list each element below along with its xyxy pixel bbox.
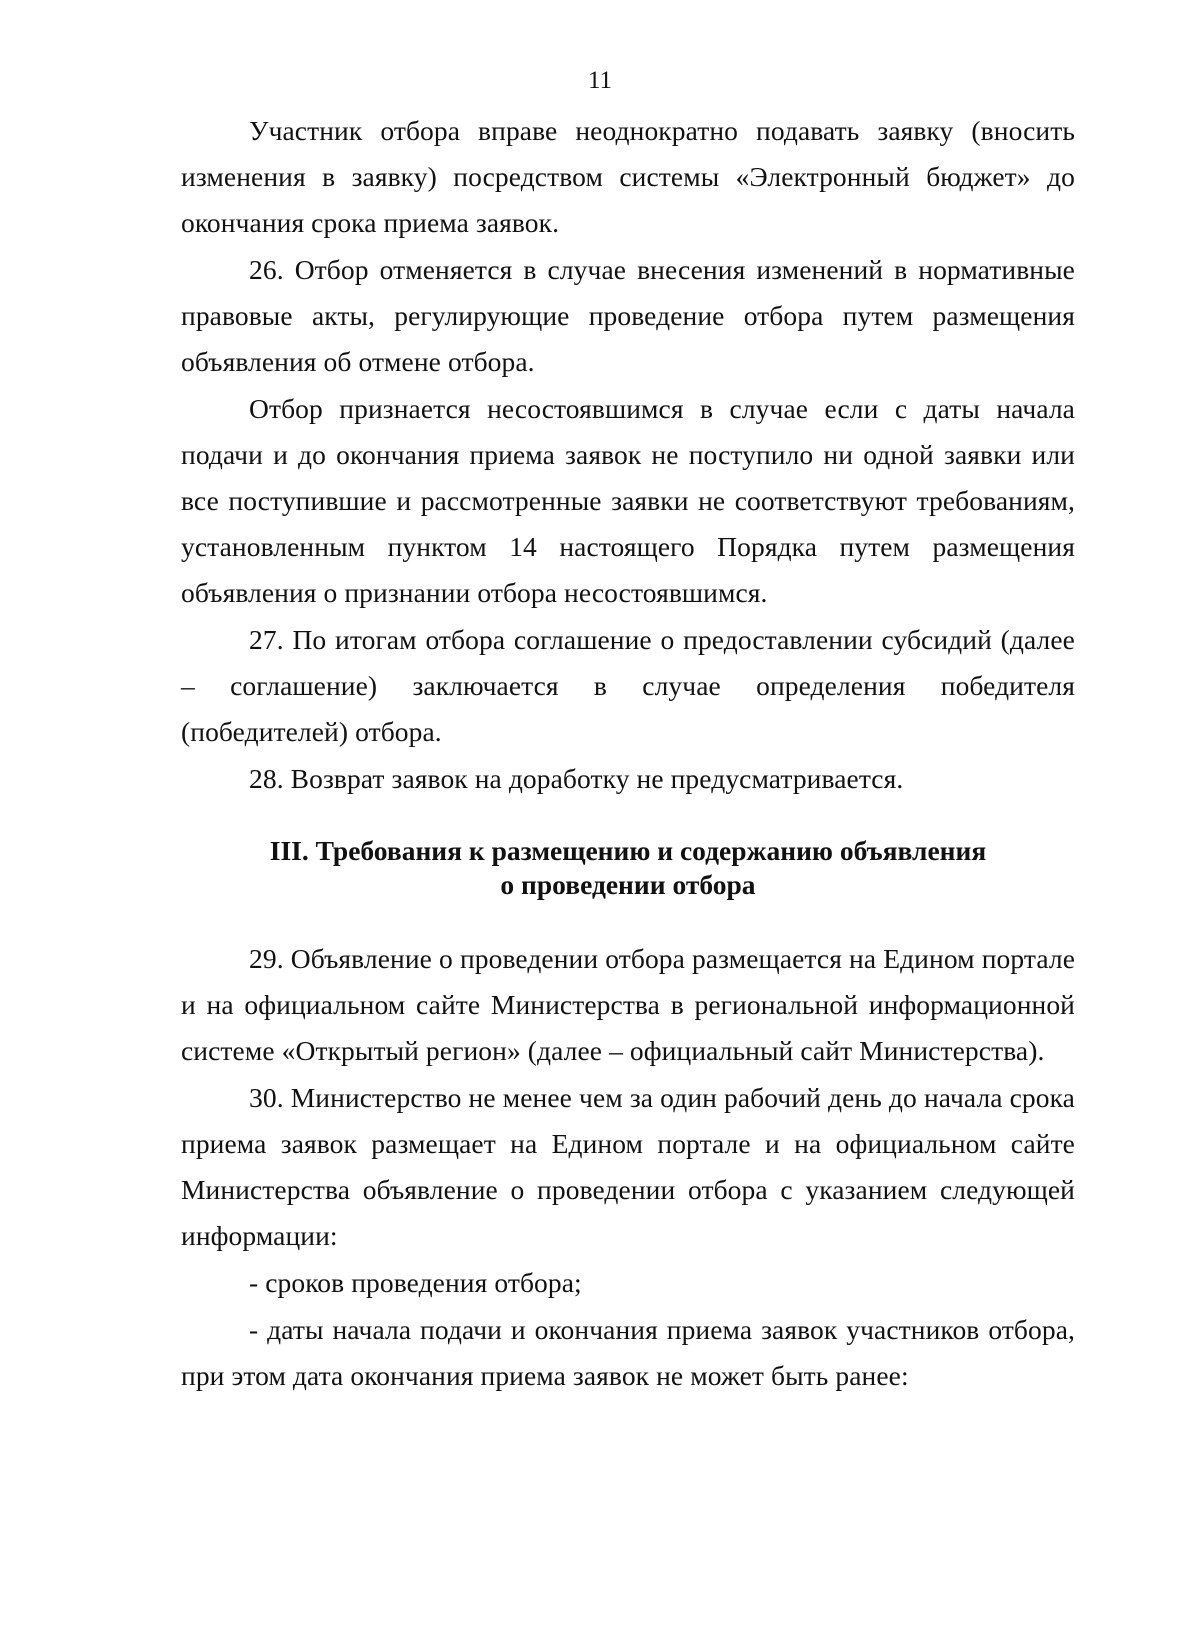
section-heading — [181, 834, 1075, 902]
paragraph-29-announcement-placement: 29. Объявление о проведении отбора размещается на Едином портале и на официальном сайте Министерства в региональной информационной системе «Открытый регион» (далее – официальный сайт Министерства). — [181, 943, 1075, 1066]
section-heading-line-1: III. Требования к размещению и содержанию объявления — [269, 835, 987, 866]
paragraph-28-no-return: 28. Возврат заявок на доработку не предусматривается. — [249, 763, 904, 794]
list-item-application-dates: - даты начала подачи и окончания приема заявок участников отбора, при этом дата окончания приема заявок не может быть ранее: — [181, 1314, 1075, 1391]
paragraph-failed-selection: Отбор признается несостоявшимся в случае если с даты начала подачи и до окончания приема заявок не поступило ни одной заявки или все поступившие и рассмотренные заявки не соответствуют требованиям, установленным пунктом 14 настоящего Порядка путем размещения объявления о признании отбора несостоявшимся. — [181, 393, 1075, 608]
paragraph-resubmit-application: Участник отбора вправе неоднократно подавать заявку (вносить изменения в заявку) посредством системы «Электронный бюджет» до окончания срока приема заявок. — [181, 115, 1075, 238]
section-heading-line-2: о проведении отбора — [500, 869, 756, 900]
paragraph-27-agreement: 27. По итогам отбора соглашение о предоставлении субсидий (далее – соглашение) заключается в случае определения победителя (победителей) отбора. — [181, 624, 1075, 747]
document-body — [181, 108, 1075, 1400]
paragraph-30-announcement-content: 30. Министерство не менее чем за один рабочий день до начала срока приема заявок размещает на Едином портале и на официальном сайте Министерства объявление о проведении отбора с указанием следующей информации: — [181, 1082, 1075, 1251]
paragraph-26-cancellation: 26. Отбор отменяется в случае внесения изменений в нормативные правовые акты, регулирующие проведение отбора путем размещения объявления об отмене отбора. — [181, 254, 1075, 377]
page-number: 11 — [587, 67, 613, 94]
list-item-selection-terms: - сроков проведения отбора; — [249, 1267, 582, 1298]
